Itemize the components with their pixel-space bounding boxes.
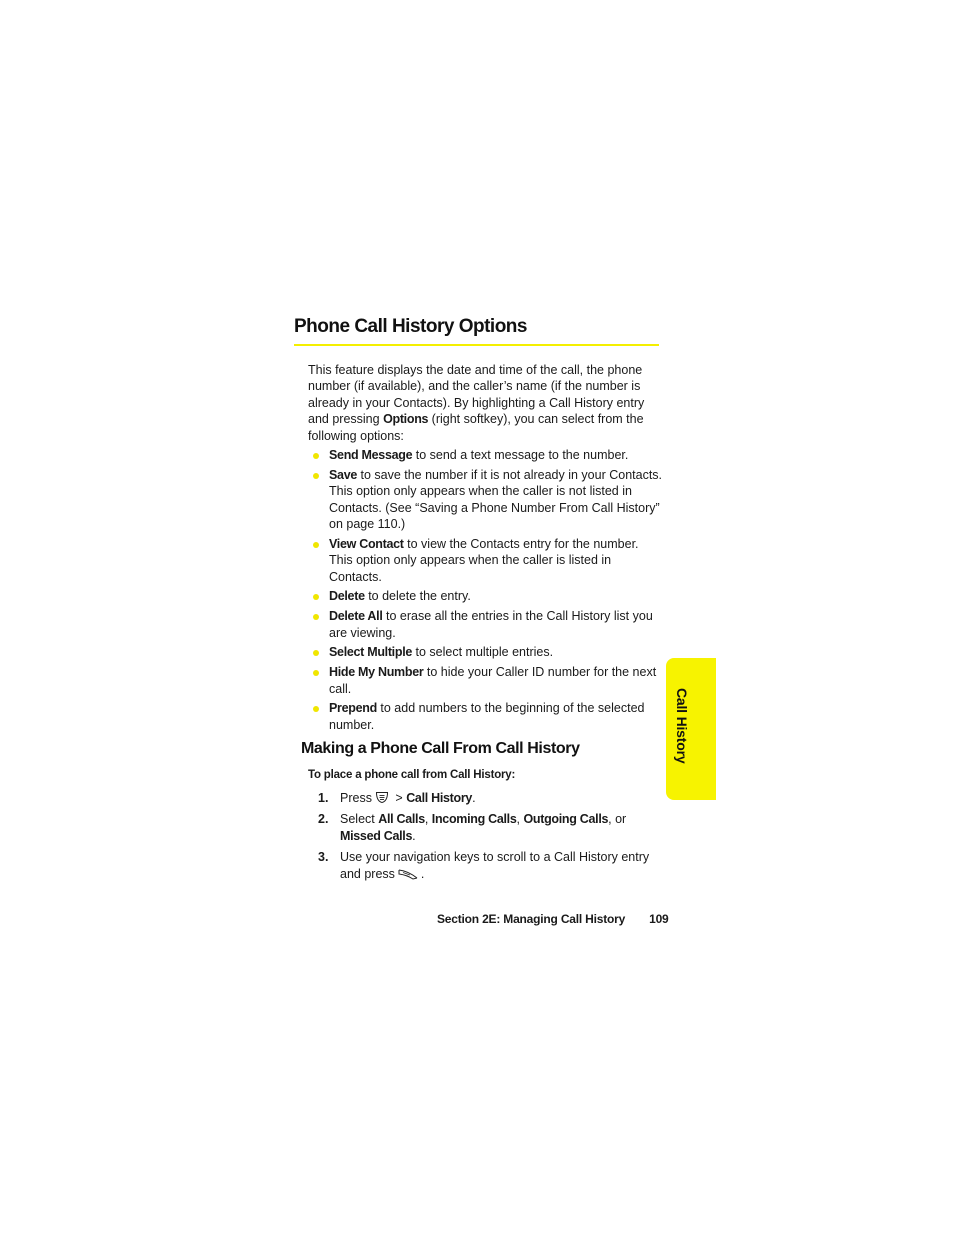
bullet-icon bbox=[313, 650, 319, 656]
procedure-lead: To place a phone call from Call History: bbox=[308, 769, 516, 781]
page-footer bbox=[437, 912, 669, 926]
list-item: Delete to delete the entry. bbox=[312, 588, 662, 604]
list-item: 2. Select All Calls, Incoming Calls, Outgoing Calls, or Missed Calls. bbox=[318, 812, 627, 843]
bullet-icon bbox=[313, 473, 319, 479]
menu-key-icon bbox=[375, 791, 389, 804]
list-item: Save to save the number if it is not already in your Contacts. This option only appears when the caller is not listed in Contacts. (See “Saving a Phone Number From Call History” on page 110.) bbox=[312, 467, 662, 533]
page-title: Phone Call History Options bbox=[294, 316, 659, 346]
steps-list bbox=[316, 790, 661, 887]
list-item: 3. Use your navigation keys to scroll to a Call History entry and press . bbox=[318, 850, 650, 881]
list-item: Select Multiple to select multiple entries. bbox=[312, 644, 662, 660]
section-subheading: Making a Phone Call From Call History bbox=[301, 740, 580, 757]
list-item: Delete All to erase all the entries in the Call History list you are viewing. bbox=[312, 608, 662, 641]
bullet-icon bbox=[313, 594, 319, 600]
options-list bbox=[312, 447, 662, 737]
list-item: View Contact to view the Contacts entry for the number. This option only appears when the caller is listed in Contacts. bbox=[312, 536, 662, 585]
list-item: Prepend to add numbers to the beginning of the selected number. bbox=[312, 700, 662, 733]
intro-paragraph: This feature displays the date and time of the call, the phone number (if available), and the caller’s name (if the number is already in your Contacts). By highlighting a Call History entry and pressing Options (right softkey), you can select from the following options: bbox=[308, 363, 645, 443]
side-tab bbox=[666, 658, 716, 800]
list-item: Hide My Number to hide your Caller ID number for the next call. bbox=[312, 664, 662, 697]
options-term: Options bbox=[383, 412, 429, 427]
footer-section: Section 2E: Managing Call History bbox=[437, 912, 626, 926]
talk-key-icon bbox=[398, 868, 418, 880]
page-number: 109 bbox=[649, 912, 669, 926]
bullet-icon bbox=[313, 670, 319, 676]
list-item: Send Message to send a text message to the number. bbox=[312, 447, 662, 463]
list-item: 1. Press > Call History. bbox=[318, 791, 476, 805]
bullet-icon bbox=[313, 542, 319, 548]
bullet-icon bbox=[313, 614, 319, 620]
bullet-icon bbox=[313, 706, 319, 712]
bullet-icon bbox=[313, 453, 319, 459]
side-tab-label: Call History bbox=[674, 688, 690, 764]
